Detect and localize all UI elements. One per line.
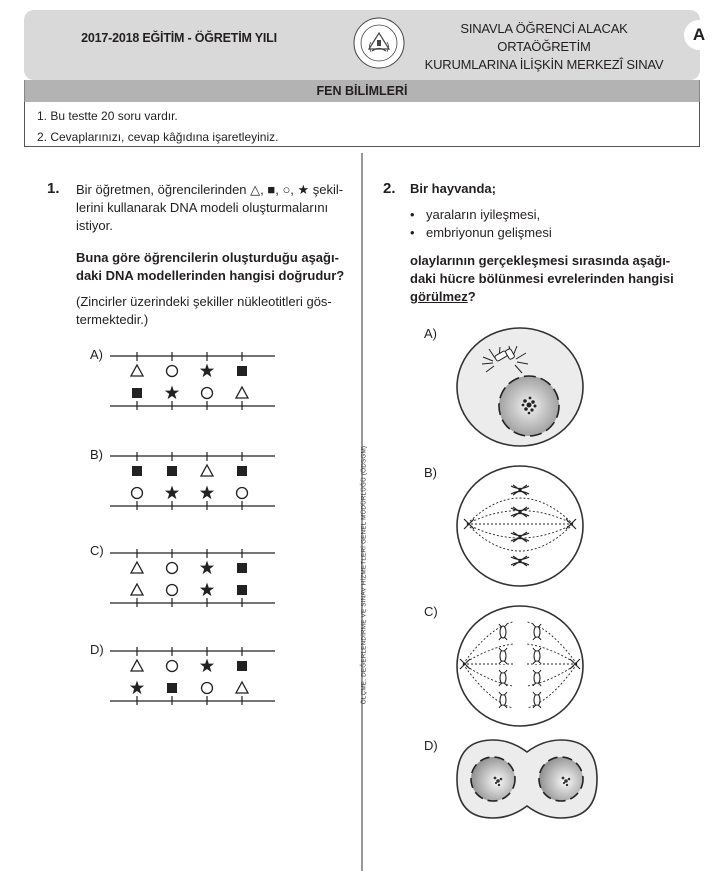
star-nucleotide-icon [165, 486, 179, 500]
school-year-title: 2017-2018 EĞİTİM - ÖĞRETİM YILI [81, 31, 277, 45]
option-a-label[interactable]: A) [90, 347, 103, 362]
instruction-1: 1. Bu testte 20 soru vardır. [37, 109, 178, 123]
stem-line: istiyor. [76, 218, 113, 233]
star-nucleotide-icon [130, 681, 144, 695]
square-nucleotide-icon [237, 366, 247, 376]
option-b-label[interactable]: B) [90, 447, 103, 462]
triangle-nucleotide-icon [201, 465, 213, 476]
metaphase-cell-icon[interactable] [455, 462, 585, 590]
instructions-box [24, 102, 700, 147]
note-line: termektedir.) [76, 312, 149, 327]
question-note [76, 293, 366, 329]
square-nucleotide-icon [237, 563, 247, 573]
prompt-line: olaylarının gerçekleşmesi sırasında aşağı- [410, 253, 671, 268]
option-c-label[interactable]: C) [90, 543, 104, 558]
star-nucleotide-icon [200, 583, 214, 597]
square-nucleotide-icon [167, 683, 177, 693]
dna-model-b[interactable] [110, 450, 275, 512]
prompt-line [410, 288, 700, 306]
star-nucleotide-icon [200, 659, 214, 673]
circle-nucleotide-icon [237, 488, 248, 499]
stem-line: Bir öğretmen, öğrencilerinden △, ■, ○, ★ şekil- [76, 182, 344, 197]
event-item: • embriyonun gelişmesi [410, 224, 552, 242]
exam-title [414, 20, 674, 74]
dna-model-c[interactable] [110, 547, 275, 609]
option-c-label[interactable]: C) [424, 604, 438, 619]
prompt-punct: ? [467, 289, 476, 304]
prompt-line: daki DNA modellerinden hangisi doğrudur? [76, 268, 345, 283]
triangle-nucleotide-icon [131, 562, 143, 573]
circle-nucleotide-icon [167, 661, 178, 672]
star-nucleotide-icon [200, 561, 214, 575]
question-prompt [76, 249, 366, 285]
triangle-nucleotide-icon [131, 660, 143, 671]
star-nucleotide-icon [200, 486, 214, 500]
circle-nucleotide-icon [202, 683, 213, 694]
triangle-nucleotide-icon [131, 365, 143, 376]
note-line: (Zincirler üzerindeki şekiller nükleotitleri gös- [76, 294, 332, 309]
square-nucleotide-icon [132, 388, 142, 398]
square-nucleotide-icon [237, 661, 247, 671]
question-number: 2. [383, 180, 396, 197]
stem-line: lerini kullanarak DNA modeli oluşturmalarını [76, 200, 329, 215]
circle-nucleotide-icon [132, 488, 143, 499]
triangle-nucleotide-icon [236, 387, 248, 398]
prompt-line: Buna göre öğrencilerin oluşturduğu aşağı- [76, 250, 339, 265]
exam-title-line2: KURUMLARINA İLİŞKİN MERKEZÎ SINAV [424, 57, 664, 72]
subject-title: FEN BİLİMLERİ [24, 80, 700, 102]
square-nucleotide-icon [237, 466, 247, 476]
triangle-nucleotide-icon [131, 584, 143, 595]
event-list [410, 206, 552, 242]
triangle-nucleotide-icon [236, 682, 248, 693]
dna-model-a[interactable] [110, 350, 275, 412]
option-d-label[interactable]: D) [424, 738, 438, 753]
ministry-logo [352, 16, 406, 70]
square-nucleotide-icon [237, 585, 247, 595]
booklet-letter: A [684, 20, 714, 50]
star-nucleotide-icon [165, 386, 179, 400]
square-nucleotide-icon [132, 466, 142, 476]
underlined-word: görülmez [410, 289, 468, 304]
circle-nucleotide-icon [167, 585, 178, 596]
star-nucleotide-icon [200, 364, 214, 378]
instruction-2: 2. Cevaplarınızı, cevap kâğıdına işaretleyiniz. [37, 130, 279, 144]
option-d-label[interactable]: D) [90, 642, 104, 657]
square-nucleotide-icon [167, 466, 177, 476]
prophase-cell-icon[interactable] [455, 325, 585, 450]
exam-title-line1: SINAVLA ÖĞRENCİ ALACAK ORTAÖĞRETİM [460, 21, 628, 54]
side-credit-text: ÖLÇME, DEĞERLENDİRME VE SINAV HİZMETLERİ GENEL MÜDÜRLÜĞÜ (ÖDSGM) [360, 445, 368, 705]
event-item: • yaraların iyileşmesi, [410, 206, 552, 224]
option-a-label[interactable]: A) [424, 326, 437, 341]
question-prompt [410, 252, 700, 306]
circle-nucleotide-icon [167, 563, 178, 574]
question-number: 1. [47, 180, 60, 197]
circle-nucleotide-icon [202, 388, 213, 399]
option-b-label[interactable]: B) [424, 465, 437, 480]
question-stem: Bir hayvanda; [410, 181, 496, 196]
telophase-cell-icon[interactable] [455, 738, 605, 820]
circle-nucleotide-icon [167, 366, 178, 377]
exam-header [24, 10, 706, 80]
dna-model-d[interactable] [110, 645, 275, 707]
anaphase-cell-icon[interactable] [455, 602, 585, 730]
prompt-line: daki hücre bölünmesi evrelerinden hangisi [410, 271, 674, 286]
question-stem [76, 181, 366, 235]
